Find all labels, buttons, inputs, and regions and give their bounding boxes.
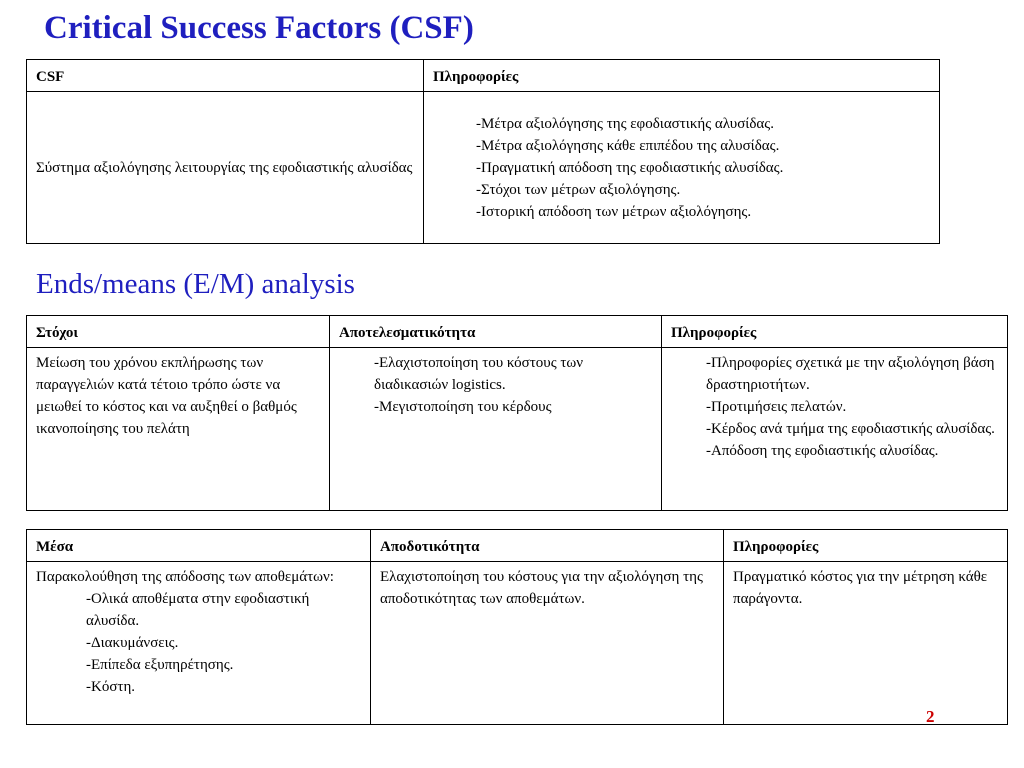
means-efficiency-text: Ελαχιστοποίηση του κόστους για την αξιολόγηση της αποδοτικότητας των αποθεμάτων. xyxy=(380,569,703,607)
means-line: -Επίπεδα εξυπηρέτησης. xyxy=(86,657,234,673)
em-table xyxy=(26,315,1008,511)
csf-info-line: -Πραγματική απόδοση της εφοδιαστικής αλυσίδας. xyxy=(476,159,784,176)
csf-text: Σύστημα αξιολόγησης λειτουργίας της εφοδιαστικής αλυσίδας xyxy=(36,159,413,176)
em-cell-effectiveness xyxy=(330,348,662,511)
em-header-goals: Στόχοι xyxy=(27,316,330,348)
csf-cell-info xyxy=(424,92,940,244)
em-cell-goals xyxy=(27,348,330,511)
means-header-info: Πληροφορίες xyxy=(724,530,1008,562)
em-header-effectiveness: Αποτελεσματικότητα xyxy=(330,316,662,348)
em-effectiveness-line: -Ελαχιστοποίηση του κόστους των διαδικασιών logistics. xyxy=(374,355,584,393)
em-cell-info xyxy=(662,348,1008,511)
csf-info-line: -Μέτρα αξιολόγησης της εφοδιαστικής αλυσίδας. xyxy=(476,115,774,132)
csf-info-line: -Ιστορική απόδοση των μέτρων αξιολόγησης. xyxy=(476,203,752,220)
means-body-row xyxy=(27,562,1008,725)
em-info-line: -Προτιμήσεις πελατών. xyxy=(706,399,847,415)
section-subtitle: Ends/means (E/M) analysis xyxy=(36,268,355,300)
em-effectiveness-line: -Μεγιστοποίηση του κέρδους xyxy=(374,399,552,415)
csf-header-info: Πληροφορίες xyxy=(424,60,940,92)
em-goals-text: Μείωση του χρόνου εκπλήρωσης των παραγγελιών κατά τέτοιο τρόπο ώστε να μειωθεί το κόστος και να αυξηθεί ο βαθμός ικανοποίησης του πελάτη xyxy=(36,355,297,437)
em-info-line: -Πληροφορίες σχετικά με την αξιολόγηση βάση δραστηριοτήτων. xyxy=(706,355,995,393)
means-header-means: Μέσα xyxy=(27,530,371,562)
page-title: Critical Success Factors (CSF) xyxy=(44,10,474,46)
em-body-row xyxy=(27,348,1008,511)
csf-info-line: -Στόχοι των μέτρων αξιολόγησης. xyxy=(476,181,681,198)
means-line: -Ολικά αποθέματα στην εφοδιαστική αλυσίδα. xyxy=(86,591,310,629)
csf-header-row xyxy=(27,60,940,92)
em-info-line: -Απόδοση της εφοδιαστικής αλυσίδας. xyxy=(706,443,939,459)
means-info-text: Πραγματικό κόστος για την μέτρηση κάθε παράγοντα. xyxy=(733,569,988,607)
means-list xyxy=(36,588,361,698)
means-cell-efficiency xyxy=(371,562,724,725)
em-info-line: -Κέρδος ανά τμήμα της εφοδιαστικής αλυσίδας. xyxy=(706,421,995,437)
csf-info-line: -Μέτρα αξιολόγησης κάθε επιπέδου της αλυσίδας. xyxy=(476,137,780,154)
em-header-info: Πληροφορίες xyxy=(662,316,1008,348)
page-number: 2 xyxy=(926,707,935,726)
means-line: -Κόστη. xyxy=(86,679,136,695)
means-cell-means xyxy=(27,562,371,725)
csf-body-row xyxy=(27,92,940,244)
means-header-row xyxy=(27,530,1008,562)
em-header-row xyxy=(27,316,1008,348)
means-line: -Διακυμάνσεις. xyxy=(86,635,179,651)
means-intro: Παρακολούθηση της απόδοσης των αποθεμάτων: xyxy=(36,569,334,585)
csf-header-csf: CSF xyxy=(27,60,424,92)
means-table xyxy=(26,529,1008,725)
csf-table xyxy=(26,59,940,244)
csf-cell-csf xyxy=(27,92,424,244)
means-cell-info xyxy=(724,562,1008,725)
means-header-efficiency: Αποδοτικότητα xyxy=(371,530,724,562)
